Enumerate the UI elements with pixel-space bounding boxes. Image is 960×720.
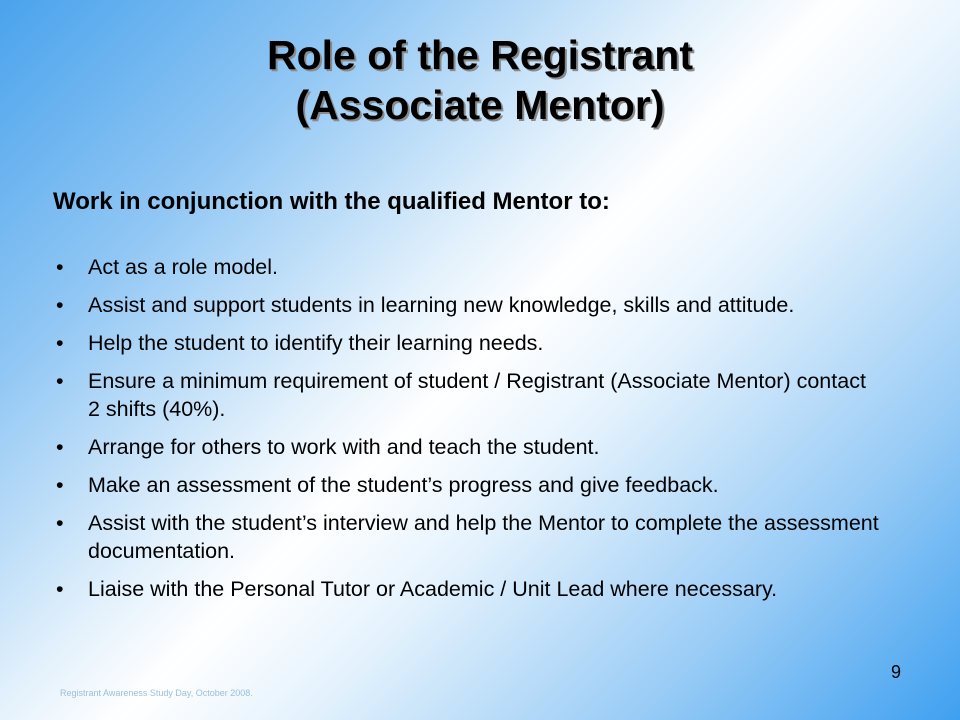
bullet-item xyxy=(52,575,882,603)
bullet-icon: • xyxy=(56,511,64,535)
bullet-item xyxy=(52,329,882,357)
bullet-item xyxy=(52,471,882,499)
bullet-item xyxy=(52,253,882,281)
bullet-icon: • xyxy=(56,435,64,459)
bullet-text: Liaise with the Personal Tutor or Academic / Unit Lead where necessary. xyxy=(88,577,778,601)
bullet-text: Act as a role model. xyxy=(88,255,279,279)
slide-title-line-2: (Associate Mentor) xyxy=(295,82,665,128)
bullet-text: Help the student to identify their learning needs. xyxy=(88,331,544,355)
page-number: 9 xyxy=(891,662,902,682)
bullet-text: Assist with the student’s interview and help the Mentor to complete the assessment documentation. xyxy=(88,511,879,563)
bullet-list xyxy=(52,253,882,613)
slide-title-line-1: Role of the Registrant xyxy=(267,32,693,78)
bullet-text: Arrange for others to work with and teach the student. xyxy=(88,435,600,459)
bullet-text: Ensure a minimum requirement of student / Registrant (Associate Mentor) contact 2 shifts (40%). xyxy=(88,369,866,421)
bullet-text: Make an assessment of the student’s progress and give feedback. xyxy=(88,473,719,497)
bullet-item xyxy=(52,291,882,319)
bullet-icon: • xyxy=(56,255,64,279)
bullet-icon: • xyxy=(56,577,64,601)
bullet-item xyxy=(52,509,882,565)
bullet-item xyxy=(52,367,882,423)
bullet-icon: • xyxy=(56,473,64,497)
bullet-icon: • xyxy=(56,369,64,393)
slide-title xyxy=(0,30,960,130)
slide-subtitle: Work in conjunction with the qualified Mentor to: xyxy=(53,188,610,215)
bullet-icon: • xyxy=(56,331,64,355)
bullet-item xyxy=(52,433,882,461)
slide-footer: Registrant Awareness Study Day, October 2008. xyxy=(60,688,253,698)
bullet-icon: • xyxy=(56,293,64,317)
bullet-text: Assist and support students in learning new knowledge, skills and attitude. xyxy=(88,293,795,317)
